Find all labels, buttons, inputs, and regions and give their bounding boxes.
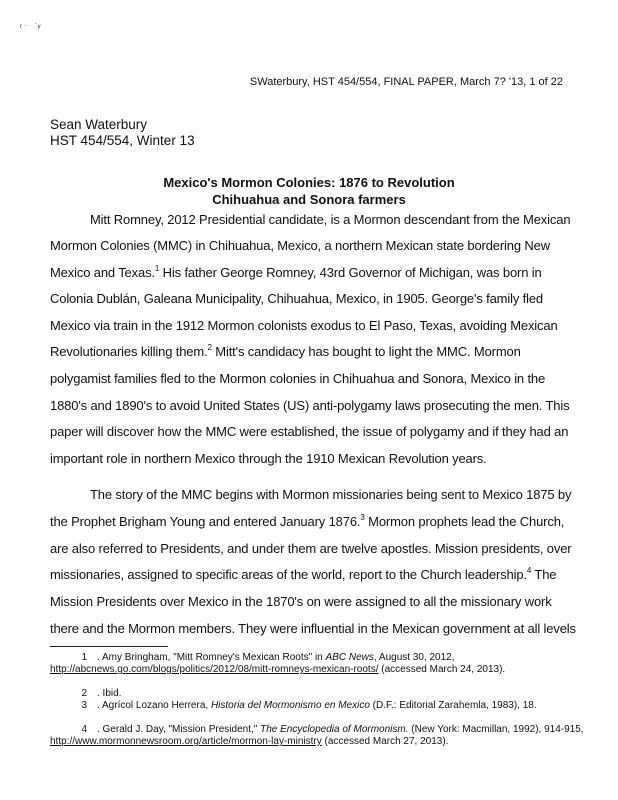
body-text-run: Mexico via train in the 1912 Mormon colonists exodus to El Paso, Texas, avoiding Mexican xyxy=(50,318,558,333)
body-line xyxy=(50,265,542,280)
scan-specks: ʳ ˑ ˙ʸ xyxy=(20,22,41,32)
running-header: SWaterbury, HST 454/554, FINAL PAPER, March 7? '13, 1 of 22 xyxy=(249,76,563,88)
author-block xyxy=(50,117,195,149)
body-line xyxy=(50,451,487,466)
body-line xyxy=(50,318,558,333)
body-line xyxy=(90,487,571,502)
footnote-ref: 4 xyxy=(526,566,532,575)
body-text-run: polygamist families fled to the Mormon colonies in Chihuahua and Sonora, Mexico in the xyxy=(50,371,546,386)
body-line xyxy=(50,621,576,636)
body-line xyxy=(50,371,545,386)
body-text-run: Mitt Romney, 2012 Presidential candidate, is a Mormon descendant from the Mexican xyxy=(90,212,571,227)
body-text-run: important role in northern Mexico through the 1910 Mexican Revolution years. xyxy=(50,451,487,466)
footnote-3: 3 . Agrícol Lozano Herrera, Historia del Mormonismo en Mexico (D.F.: Editorial Zarahemla, 1983), 18. xyxy=(81,700,537,711)
title-line-2: Chihuahua and Sonora farmers xyxy=(212,192,406,207)
body-text-run: The story of the MMC begins with Mormon missionaries being sent to Mexico 1875 by xyxy=(90,487,572,502)
footnote-link[interactable]: http://abcnews.go.com/blogs/politics/2012/08/mitt-romneys-mexican-roots/ xyxy=(50,664,379,675)
footnote-4: 4 . Gerald J. Day, "Mission President," The Encyclopedia of Mormonism. (New York: Macmillan, 1992), 914-915, http://www.mormonnewsroom.org/article/mormon-lay-ministry (accessed March 27, 2013). xyxy=(50,724,584,747)
body-text-run: Colonia Dublán, Galeana Municipality, Chihuahua, Mexico, in 1905. George's family fled xyxy=(50,291,544,306)
body-text-run: the Prophet Brigham Young and entered January 1876. xyxy=(50,514,361,529)
body-line xyxy=(50,594,552,609)
body-line xyxy=(50,398,569,413)
author-name: Sean Waterbury xyxy=(50,117,148,132)
body-text-run: Mormon Colonies (MMC) in Chihuahua, Mexico, a northern Mexican state bordering New xyxy=(50,238,550,253)
body-line xyxy=(50,567,556,582)
body-line xyxy=(90,212,570,227)
footnote-1: 1 . Amy Bringham, "Mitt Romney's Mexican Roots" in ABC News, August 30, 2012, http://abcnews.go.com/blogs/politics/2012/08/mitt-romneys-mexican-roots/ (accessed March 24, 2013). xyxy=(50,652,506,675)
title-line-1: Mexico's Mormon Colonies: 1876 to Revolution xyxy=(163,175,455,190)
footnote-ref: 2 xyxy=(207,343,212,352)
body-line xyxy=(50,541,572,556)
body-text-run: Mexico and Texas. xyxy=(50,265,155,280)
body-text-run: 1880's and 1890's to avoid United States (US) anti-polygamy laws prosecuting the men. This xyxy=(50,398,570,413)
body-text-run: paper will discover how the MMC were established, the issue of polygamy and if they had an xyxy=(50,424,569,439)
body-text-run: His father George Romney, 43rd Governor of Michigan, was born in xyxy=(159,265,542,280)
course-info: HST 454/554, Winter 13 xyxy=(50,133,195,148)
body-line xyxy=(50,514,564,529)
paper-title xyxy=(0,174,618,208)
body-text-run: Revolutionaries killing them. xyxy=(50,344,208,359)
body-text-run: The xyxy=(531,567,557,582)
footnote-link[interactable]: http://www.mormonnewsroom.org/article/mormon-lay-ministry xyxy=(50,736,322,747)
body-text-run: missionaries, assigned to specific areas of the world, report to the Church leadership. xyxy=(50,567,527,582)
body-line xyxy=(50,424,568,439)
body-text-run: Mitt's candidacy has bought to light the MMC. Mormon xyxy=(211,344,521,359)
body-text-run: are also referred to Presidents, and under them are twelve apostles. Mission presidents, over xyxy=(50,541,572,556)
body-text-run: there and the Mormon members. They were influential in the Mexican government at all levels xyxy=(50,621,576,636)
footnote-rule xyxy=(50,646,168,647)
footnote-ref: 1 xyxy=(154,264,160,273)
body-text-run: Mormon prophets lead the Church, xyxy=(364,514,565,529)
body-line xyxy=(50,291,543,306)
footnote-ref: 3 xyxy=(360,513,365,522)
body-line xyxy=(50,238,550,253)
footnote-2: 2 . Ibid. xyxy=(81,688,122,699)
body-text-run: Mission Presidents over Mexico in the 1870's on were assigned to all the missionary work xyxy=(50,594,552,609)
body-line xyxy=(50,344,521,359)
